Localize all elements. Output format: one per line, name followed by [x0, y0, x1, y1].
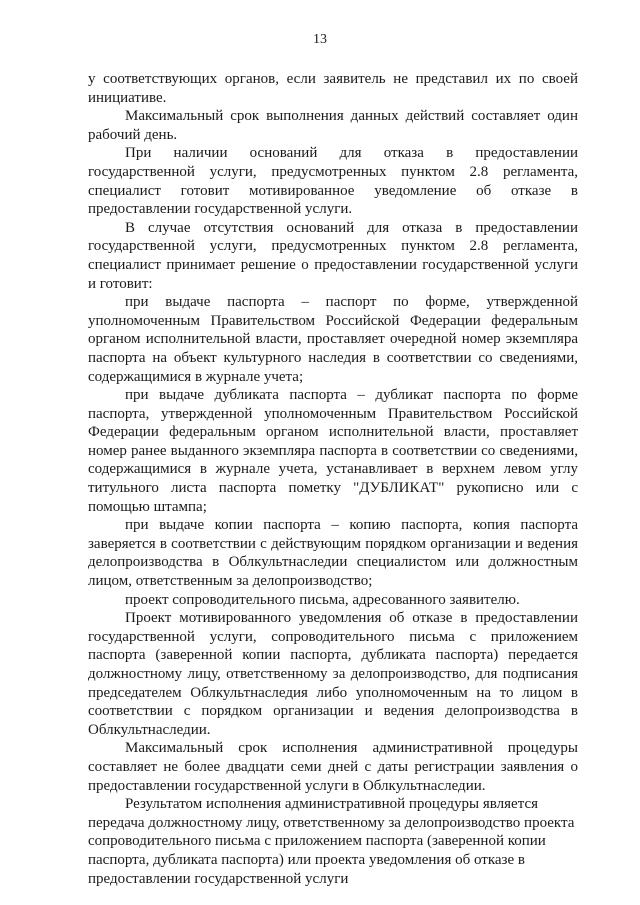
paragraph-max-term-27-days: Максимальный срок исполнения административной процедуры составляет не более двадцати семи дней с даты регистрации заявления о предоставлении государственной услуги в Облкультнаследии.: [88, 740, 578, 794]
document-body: [88, 70, 578, 888]
paragraph-passport-issue: при выдаче паспорта – паспорт по форме, утвержденной уполномоченным Правительством Российской Федерации федеральным органом исполнительной власти, проставляет очередной номер экземпляра паспорта на объект культурного наследия в соответствии со сведениями, содержащимися в журнале учета;: [88, 294, 578, 385]
paragraph-draft-transfer: Проект мотивированного уведомления об отказе в предоставлении государственной услуги, сопроводительного письма с приложением паспорта (заверенной копии паспорта, дубликата паспорта) передается должностному лицу, ответственному за делопроизводство, для подписания председателем Облкультнаследия либо уполномоченным на то лицом в соответствии с порядком организации и ведения делопроизводства в Облкультнаследии.: [88, 610, 578, 738]
paragraph-continuation: у соответствующих органов, если заявитель не представил их по своей инициативе.: [88, 71, 578, 106]
paragraph-procedure-result: Результатом исполнения административной процедуры является передача должностному лицу, ответственному за делопроизводство проекта сопроводительного письма с приложением паспорта (заверенной копии паспорта, дубликата паспорта) или проекта уведомления об отказе в предоставлении государственной услуги: [88, 796, 575, 887]
paragraph-duplicate-issue: при выдаче дубликата паспорта – дубликат паспорта по форме паспорта, утвержденной уполномоченным Правительством Российской Федерации федеральным органом исполнительной власти, проставляет номер ранее выданного экземпляра паспорта в соответствии со сведениями, содержащимися в журнале учета, устанавливает в верхнем левом углу титульного листа паспорта пометку "ДУБЛИКАТ" рукописно или с помощью штампа;: [88, 387, 578, 515]
paragraph-refusal-grounds: При наличии оснований для отказа в предоставлении государственной услуги, предусмотренных пунктом 2.8 регламента, специалист готовит мотивированное уведомление об отказе в предоставлении государственной услуги.: [88, 145, 578, 218]
page-number: 13: [313, 32, 327, 47]
paragraph-cover-letter-draft: проект сопроводительного письма, адресованного заявителю.: [125, 591, 520, 608]
paragraph-max-term-one-day: Максимальный срок выполнения данных действий составляет один рабочий день.: [88, 108, 578, 143]
paragraph-no-refusal-grounds: В случае отсутствия оснований для отказа в предоставлении государственной услуги, предусмотренных пунктом 2.8 регламента, специалист принимает решение о предоставлении государственной услуги и готовит:: [88, 219, 578, 292]
paragraph-copy-issue: при выдаче копии паспорта – копию паспорта, копия паспорта заверяется в соответствии с действующим порядком организации и ведения делопроизводства в Облкультнаследии специалистом или должностным лицом, ответственным за делопроизводство;: [88, 517, 578, 590]
